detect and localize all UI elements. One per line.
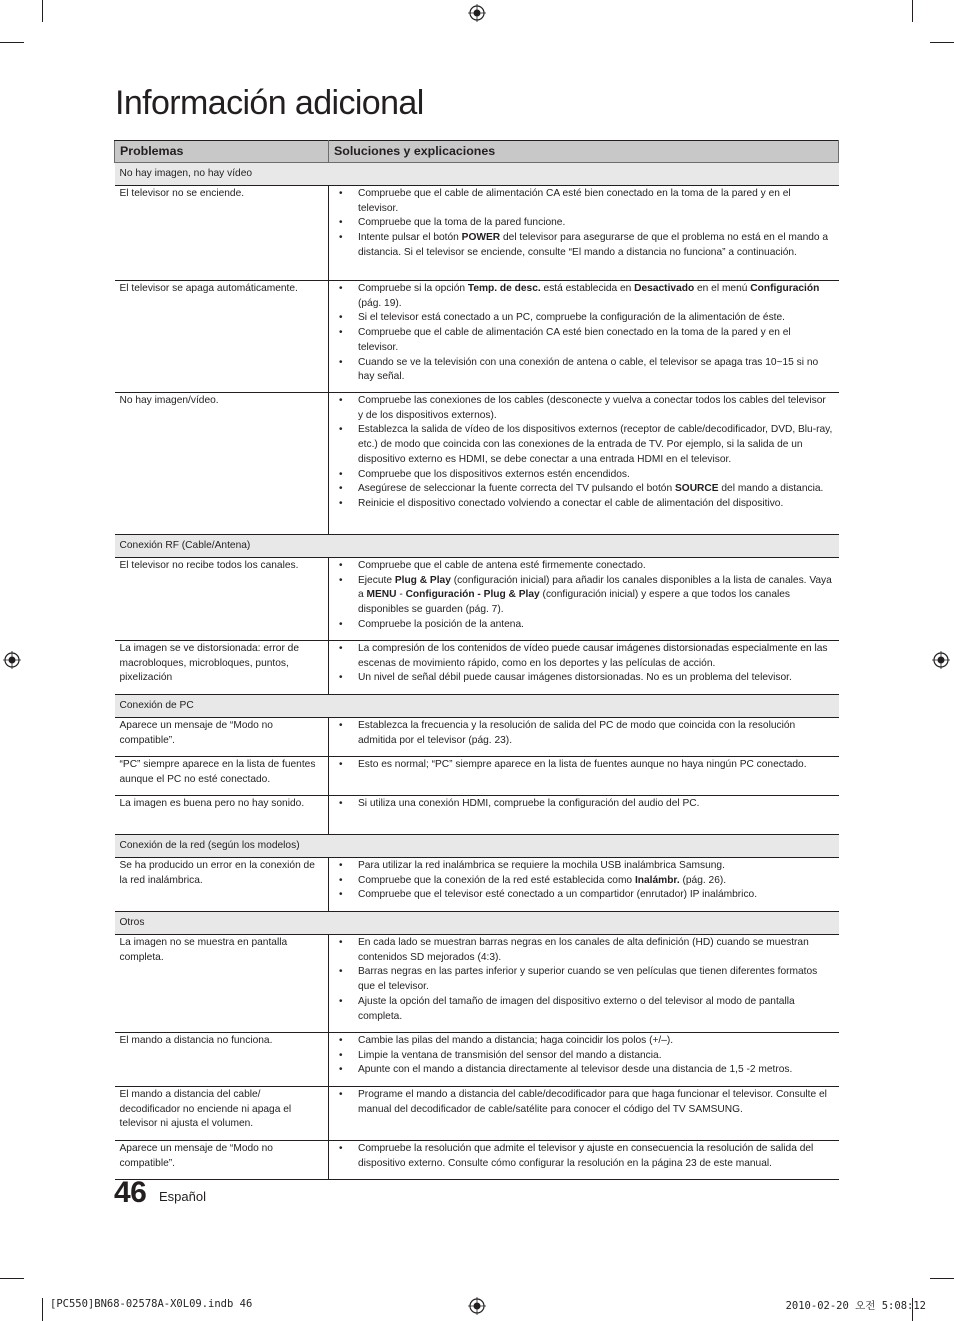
solution-text: Establezca la frecuencia y la resolución de salida del PC de modo que coincida con la resolución admitida por el televisor (pág. 23). bbox=[358, 720, 796, 746]
solution-text: Compruebe si la opción bbox=[358, 283, 468, 294]
solution-item bbox=[335, 282, 833, 311]
solution-item bbox=[335, 311, 833, 326]
solution-text: del mando a distancia. bbox=[718, 483, 824, 495]
solution-item bbox=[335, 187, 833, 216]
solution-item bbox=[335, 559, 833, 574]
solution-item bbox=[335, 1049, 833, 1064]
table-row bbox=[115, 718, 839, 757]
solution-item bbox=[335, 936, 833, 965]
table-row bbox=[115, 558, 839, 641]
section-row bbox=[115, 835, 839, 858]
bold-term: Configuración bbox=[750, 283, 820, 294]
solution-text: Para utilizar la red inalámbrica se requiere la mochila USB inalámbrica Samsung. bbox=[358, 860, 725, 871]
solution-text: Ejecute bbox=[358, 574, 395, 586]
solution-cell bbox=[329, 718, 839, 757]
solution-cell bbox=[329, 558, 839, 641]
bold-term: Desactivado bbox=[634, 283, 695, 294]
solution-item bbox=[335, 888, 833, 903]
solution-list bbox=[335, 1142, 833, 1171]
table-header-row bbox=[115, 141, 839, 163]
solution-text: Cambie las pilas del mando a distancia; haga coincidir los polos (+/–). bbox=[358, 1035, 674, 1046]
table-row bbox=[115, 641, 839, 695]
solution-item bbox=[335, 468, 833, 483]
table-row bbox=[115, 1141, 839, 1180]
solution-text: Compruebe que el televisor esté conectado a un compartidor (enrutador) IP inalámbrico. bbox=[358, 889, 758, 901]
crop-mark bbox=[0, 42, 24, 43]
header-solutions: Soluciones y explicaciones bbox=[329, 141, 839, 163]
solution-text: está establecida en bbox=[540, 283, 635, 294]
solution-item bbox=[335, 642, 833, 671]
solution-text: Asegúrese de seleccionar la fuente correcta del TV pulsando el botón bbox=[358, 483, 675, 495]
problem-cell: El televisor no recibe todos los canales. bbox=[115, 558, 329, 641]
table-row bbox=[115, 186, 839, 281]
solution-text: (configuración inicial) para añadir los canales disponibles a la lista de canales. Vaya a bbox=[358, 574, 832, 601]
solution-cell bbox=[329, 858, 839, 912]
table-row bbox=[115, 935, 839, 1033]
table-row bbox=[115, 757, 839, 796]
solution-item bbox=[335, 1088, 833, 1117]
solution-text: (pág. 26). bbox=[679, 874, 727, 886]
solution-list bbox=[335, 282, 833, 385]
solution-list bbox=[335, 642, 833, 686]
solution-text: Compruebe que el cable de alimentación CA esté bien conectado en la toma de la pared y en el televisor. bbox=[358, 327, 791, 353]
solution-item bbox=[335, 965, 833, 994]
slug-filename: [PC550]BN68-02578A-X0L09.indb 46 bbox=[50, 1298, 253, 1310]
crop-mark bbox=[930, 42, 954, 43]
solution-cell bbox=[329, 1141, 839, 1180]
section-label: Conexión RF (Cable/Antena) bbox=[115, 535, 839, 558]
problem-cell: Se ha producido un error en la conexión de la red inalámbrica. bbox=[115, 858, 329, 912]
section-row bbox=[115, 163, 839, 186]
solution-list bbox=[335, 187, 833, 261]
crop-mark bbox=[0, 1278, 24, 1279]
problem-cell: “PC” siempre aparece en la lista de fuentes aunque el PC no esté conectado. bbox=[115, 757, 329, 796]
registration-mark-icon bbox=[932, 651, 950, 669]
bold-term: Plug & Play bbox=[394, 574, 451, 586]
solution-item bbox=[335, 497, 833, 512]
solution-item bbox=[335, 671, 833, 686]
solution-text: Apunte con el mando a distancia directamente al televisor desde una distancia de 1,5 -2 metros. bbox=[358, 1064, 793, 1076]
solution-text: Programe el mando a distancia del cable/decodificador para que haga funcionar el televisor. Consulte el manual del decodificador de cable/satélite para conocer el código del TV SAMSUNG. bbox=[358, 1089, 827, 1115]
table-row bbox=[115, 858, 839, 912]
footer-language: Español bbox=[159, 1189, 206, 1204]
solution-text: Si utiliza una conexión HDMI, compruebe la configuración del audio del PC. bbox=[358, 798, 700, 809]
solution-text: del televisor para asegurarse de que el problema no está en el mando a distancia. Si el televisor se enciende, consulte “El mando a distancia no funciona” a continuación. bbox=[358, 232, 829, 258]
solution-list bbox=[335, 936, 833, 1024]
solution-item bbox=[335, 859, 833, 874]
solution-item bbox=[335, 356, 833, 385]
solution-list bbox=[335, 1034, 833, 1078]
registration-mark-icon bbox=[468, 1297, 486, 1315]
solution-item bbox=[335, 216, 833, 231]
solution-item bbox=[335, 1142, 833, 1171]
solution-item bbox=[335, 719, 833, 748]
table-row bbox=[115, 1033, 839, 1087]
solution-item bbox=[335, 482, 833, 497]
solution-list bbox=[335, 1088, 833, 1117]
solution-text: (pág. 19). bbox=[358, 297, 402, 309]
crop-mark bbox=[42, 0, 43, 22]
solution-cell bbox=[329, 757, 839, 796]
solution-item bbox=[335, 797, 833, 812]
solution-cell bbox=[329, 393, 839, 535]
solution-text: Compruebe que el cable de alimentación CA esté bien conectado en la toma de la pared y en el televisor. bbox=[358, 188, 791, 214]
registration-mark-icon bbox=[468, 4, 486, 22]
solution-cell bbox=[329, 935, 839, 1033]
registration-mark-icon bbox=[3, 651, 21, 669]
header-problems: Problemas bbox=[115, 141, 329, 163]
page-title: Información adicional bbox=[115, 84, 424, 122]
solution-text: Compruebe que la toma de la pared funcione. bbox=[358, 217, 566, 229]
bold-term: SOURCE bbox=[674, 483, 719, 495]
solution-item bbox=[335, 618, 833, 633]
table-row bbox=[115, 1087, 839, 1141]
solution-item bbox=[335, 394, 833, 423]
problem-cell: La imagen se ve distorsionada: error de macrobloques, microbloques, puntos, pixelización bbox=[115, 641, 329, 695]
problem-cell: Aparece un mensaje de “Modo no compatible”. bbox=[115, 718, 329, 757]
solution-text: Limpie la ventana de transmisión del sensor del mando a distancia. bbox=[358, 1049, 662, 1061]
troubleshooting-table bbox=[114, 140, 839, 1180]
solution-item bbox=[335, 995, 833, 1024]
solution-text: - bbox=[396, 589, 406, 601]
solution-text: Reinicie el dispositivo conectado volviendo a conectar el cable de alimentación del dispositivo. bbox=[358, 497, 784, 509]
solution-text: En cada lado se muestran barras negras en los canales de alta definición (HD) cuando se muestran contenidos SD mejorados (4:3). bbox=[358, 937, 809, 963]
solution-cell bbox=[329, 796, 839, 835]
bold-term: POWER bbox=[461, 232, 501, 244]
solution-text: Ajuste la opción del tamaño de imagen del dispositivo externo o del televisor al modo de pantalla completa. bbox=[358, 995, 795, 1022]
section-label: No hay imagen, no hay vídeo bbox=[115, 163, 839, 186]
bold-term: MENU bbox=[366, 589, 397, 601]
solution-list bbox=[335, 394, 833, 512]
solution-item bbox=[335, 1034, 833, 1049]
crop-mark bbox=[42, 1298, 43, 1321]
section-row bbox=[115, 912, 839, 935]
solution-cell bbox=[329, 186, 839, 281]
table-body bbox=[115, 163, 839, 1180]
solution-text: Compruebe la resolución que admite el televisor y ajuste en consecuencia la resolución de salida del dispositivo externo. Consulte cómo configurar la resolución en la página 23 de este manual. bbox=[358, 1143, 814, 1169]
solution-text: Esto es normal; “PC” siempre aparece en la lista de fuentes aunque no haya ningún PC conectado. bbox=[358, 759, 807, 770]
solution-text: Establezca la salida de vídeo de los dispositivos externos (receptor de cable/decodificador, DVD, Blu-ray, etc.) de modo que coincida con las conexiones de la entrada de TV. Por ejemplo, si la salida de un dispositivo externo es HDMI, se debe conectar a una entrada HDMI en el televisor. bbox=[358, 424, 833, 465]
solution-text: en el menú bbox=[694, 283, 751, 294]
solution-list bbox=[335, 797, 833, 812]
solution-text: Intente pulsar el botón bbox=[358, 232, 462, 244]
solution-text: La compresión de los contenidos de vídeo puede causar imágenes distorsionadas especialmente en las escenas de movimiento rápido, como en los deportes y las películas de acción. bbox=[358, 643, 828, 669]
solution-item bbox=[335, 231, 833, 260]
solution-item bbox=[335, 758, 833, 773]
solution-text: (configuración inicial) y espere a que todos los canales disponibles se guarden (pág. 7). bbox=[358, 589, 791, 616]
solution-cell bbox=[329, 1033, 839, 1087]
solution-item bbox=[335, 423, 833, 467]
solution-cell bbox=[329, 641, 839, 695]
section-row bbox=[115, 695, 839, 718]
solution-text: Compruebe las conexiones de los cables (desconecte y vuelva a conectar todos los cables del televisor y de los dispositivos externos). bbox=[358, 395, 826, 421]
problem-cell: El televisor no se enciende. bbox=[115, 186, 329, 281]
page-number: 46 bbox=[114, 1176, 147, 1209]
crop-mark bbox=[912, 0, 913, 22]
crop-mark bbox=[930, 1278, 954, 1279]
solution-list bbox=[335, 758, 833, 773]
bold-term: Inalámbr. bbox=[634, 874, 680, 886]
solution-list bbox=[335, 559, 833, 633]
section-label: Otros bbox=[115, 912, 839, 935]
section-row bbox=[115, 535, 839, 558]
table-row bbox=[115, 393, 839, 535]
solution-text: Compruebe que la conexión de la red esté establecida como bbox=[358, 874, 635, 886]
solution-list bbox=[335, 719, 833, 748]
solution-text: Barras negras en las partes inferior y superior cuando se ven películas que tienen diferentes formatos que el televisor. bbox=[358, 966, 818, 993]
section-label: Conexión de PC bbox=[115, 695, 839, 718]
problem-cell: La imagen es buena pero no hay sonido. bbox=[115, 796, 329, 835]
solution-text: Compruebe la posición de la antena. bbox=[358, 618, 524, 630]
bold-term: Configuración - Plug & Play bbox=[405, 589, 540, 601]
table-row bbox=[115, 281, 839, 393]
solution-text: Cuando se ve la televisión con una conexión de antena o cable, el televisor se apaga tras 10~15 si no hay señal. bbox=[358, 356, 819, 383]
solution-item bbox=[335, 1063, 833, 1078]
solution-text: Un nivel de señal débil puede causar imágenes distorsionadas. No es un problema del televisor. bbox=[358, 672, 792, 684]
table-row bbox=[115, 796, 839, 835]
solution-text: Compruebe que el cable de antena esté firmemente conectado. bbox=[358, 560, 646, 571]
solution-item bbox=[335, 326, 833, 355]
problem-cell: El televisor se apaga automáticamente. bbox=[115, 281, 329, 393]
problem-cell: La imagen no se muestra en pantalla completa. bbox=[115, 935, 329, 1033]
solution-text: Compruebe que los dispositivos externos estén encendidos. bbox=[358, 468, 630, 480]
solution-cell bbox=[329, 281, 839, 393]
problem-cell: El mando a distancia del cable/ decodificador no enciende ni apaga el televisor ni ajusta el volumen. bbox=[115, 1087, 329, 1141]
section-label: Conexión de la red (según los modelos) bbox=[115, 835, 839, 858]
problem-cell: Aparece un mensaje de “Modo no compatible”. bbox=[115, 1141, 329, 1180]
solution-cell bbox=[329, 1087, 839, 1141]
solution-text: Si el televisor está conectado a un PC, compruebe la configuración de la alimentación de éste. bbox=[358, 312, 785, 324]
slug-date: 2010-02-20 오전 5:08:12 bbox=[785, 1300, 926, 1312]
solution-item bbox=[335, 874, 833, 889]
problem-cell: El mando a distancia no funciona. bbox=[115, 1033, 329, 1087]
solution-list bbox=[335, 859, 833, 903]
solution-item bbox=[335, 574, 833, 618]
bold-term: Temp. de desc. bbox=[467, 283, 541, 294]
problem-cell: No hay imagen/vídeo. bbox=[115, 393, 329, 535]
